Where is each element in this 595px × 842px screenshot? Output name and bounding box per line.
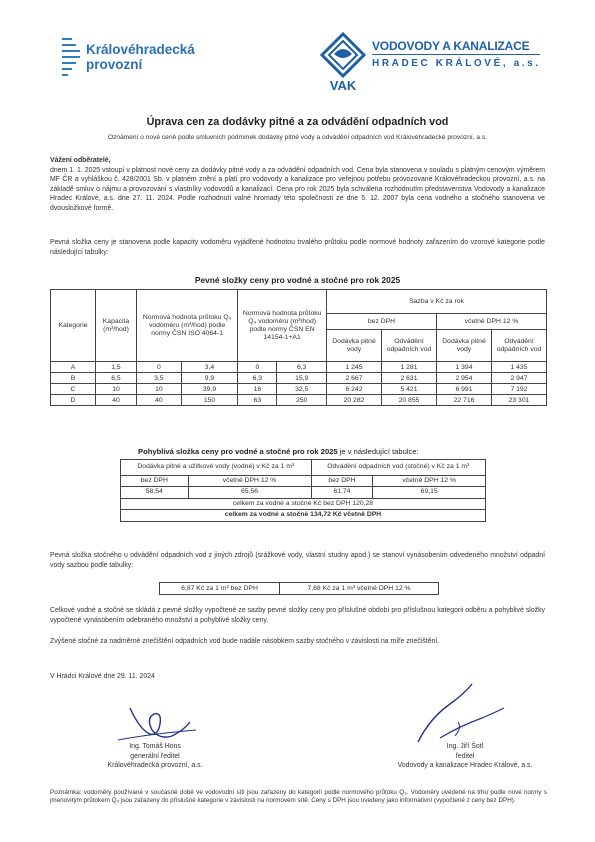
left-signatory-name: Ing. Tomáš Hons [129, 743, 181, 750]
table-cell: 1 281 [382, 362, 437, 373]
paragraph-2-text: Pevná složka ceny je stanovena podle kapacity vodoměru vyjádřené hodnotou trvalého průtoku podle normové hodnoty zařazením do vzorové kategorie podle následující tabulky: [50, 239, 545, 256]
th-odvadeni-bez: Odvádění odpadních vod [382, 330, 437, 362]
left-signatory [80, 742, 230, 771]
logo-left-line1: Královéhradecká [86, 42, 195, 57]
page-title: Úprava cen za dodávky pitné a za odvádění odpadních vod [146, 116, 449, 128]
paragraph-5-text: Zvýšené stočné za nadměrné znečištění odpadních vod bude nadále násobkem sazby stočného v závislosti na míře znečištění. [50, 638, 440, 645]
t2-bez-dph-right: bez DPH [311, 475, 373, 487]
right-signatory-company: Vodovody a kanalizace Hradec Králové, a.s. [397, 762, 533, 769]
table-cell: 10 [96, 384, 137, 395]
th-dodavka-bez: Dodávka pitné vody [327, 330, 382, 362]
table-cell: 6,5 [96, 373, 137, 384]
table-cell: 6,3 [277, 362, 327, 373]
variable-price-table [120, 459, 486, 522]
table-cell: C [51, 384, 96, 395]
table-row [51, 395, 547, 406]
paragraph-3 [50, 551, 545, 570]
table-cell: 6,3 [238, 373, 277, 384]
table-cell: 9,9 [181, 373, 238, 384]
table-cell: 0 [137, 362, 182, 373]
t2-vc-dph-left: včetně DPH 12 % [188, 475, 311, 487]
table-cell: D [51, 395, 96, 406]
t2-value: 58,54 [121, 487, 189, 499]
table-cell: 1 435 [492, 362, 547, 373]
table-cell: 3,5 [137, 373, 182, 384]
th-sazba: Sazba v Kč za rok [327, 290, 547, 314]
th-odvadeni-vc: Odvádění odpadních vod [492, 330, 547, 362]
table-cell: 23 301 [492, 395, 547, 406]
t2-total-vc: celkem za vodné a stočné 134,72 Kč včetně DPH [121, 510, 486, 522]
t2-vc-dph-right: včetně DPH 12 % [373, 475, 486, 487]
logo-left-line2: provozní [86, 57, 143, 72]
table-cell: 1,5 [96, 362, 137, 373]
place-date-text: V Hradci Králové dne 29. 11. 2024 [50, 673, 155, 680]
table-cell: 6 991 [437, 384, 492, 395]
logo-bars-icon [62, 34, 80, 82]
table-cell: 15,9 [277, 373, 327, 384]
t2-total-bez: celkem za vodné a stočné Kč bez DPH 120,28 [121, 498, 486, 510]
th-bez-dph: bez DPH [327, 314, 437, 330]
t2-value: 61,74 [311, 487, 373, 499]
table-cell: 20 282 [327, 395, 382, 406]
vak-underline [372, 54, 540, 55]
table-cell: 150 [181, 395, 238, 406]
table-cell: 2 954 [437, 373, 492, 384]
th-kategorie: Kategorie [51, 290, 96, 362]
table-cell: B [51, 373, 96, 384]
kralovehradecka-provozni-logo [62, 34, 212, 82]
th-dodavka-vc: Dodávka pitné vody [437, 330, 492, 362]
right-signatory-role: ředitel [455, 752, 475, 760]
th-norm-en: Normová hodnota průtoku Q₃ vodoměru (m³/hod) podle normy ČSN EN 14154-1+A1 [238, 290, 327, 362]
table-cell: 7 192 [492, 384, 547, 395]
right-signatory [365, 742, 565, 771]
t3-left: 6,87 Kč za 1 m³ bez DPH [160, 583, 280, 595]
vak-emblem-icon [320, 32, 366, 92]
table2-title [138, 447, 419, 456]
table-cell: 10 [137, 384, 182, 395]
t3-right: 7,68 Kč za 1 m³ včetně DPH 12 % [280, 583, 439, 595]
vak-logo [320, 32, 550, 94]
table2-title-bold: Pohyblivá složka ceny pro vodné a stočné pro rok 2025 [138, 447, 338, 456]
table-cell: 5 421 [382, 384, 437, 395]
right-signatory-name: Ing. Jiří Šotl [446, 743, 484, 750]
table-cell: 2 947 [492, 373, 547, 384]
greeting: Vážení odběratelé, [50, 157, 111, 164]
vak-mark-text: VAK [329, 78, 357, 92]
th-kapacita: Kapacita (m³/hod) [96, 290, 137, 362]
paragraph-5 [50, 637, 545, 647]
table-cell: 22 716 [437, 395, 492, 406]
right-signature-icon [400, 678, 510, 750]
t2-value: 69,15 [373, 487, 486, 499]
t2-head-left: Dodávka pitné a užitkové vody (vodné) v Kč za 1 m³ [121, 460, 312, 476]
paragraph-4 [50, 606, 545, 625]
table-cell: 16 [238, 384, 277, 395]
left-signatory-role: generální ředitel [130, 752, 180, 760]
vak-title: VODOVODY A KANALIZACE [372, 39, 530, 53]
table-cell: 32,5 [277, 384, 327, 395]
paragraph-1: dnem 1. 1. 2025 vstoupí v platnost nové ceny za dodávky pitné vody a za odvádění odpadních vod. Cena byla stanovena v souladu s platným cenovým výměrem MF ČR a vyhláškou č. 428/2001 Sb. v platném znění a platí pro vodovody a kanalizace pro veřejnou potřebu provozované Královéhradeckou provozní, a.s. na základě smluv o nájmu a provozování s vlastníky vodovodů a kanalizací. Cena pro rok 2025 byla schválena rozhodnutím představenstva Vodovody a kanalizace Hradec Králové, a.s. dne 27. 11. 2024. Podle rozhodnutí valné hromady této společnosti ze dne 5. 12. 2007 byla cena vodného a stočného stanovena ve dvousložkové formě. [50, 166, 545, 212]
t2-bez-dph-left: bez DPH [121, 475, 189, 487]
table1-title: Pevné složky ceny pro vodné a stočné pro rok 2025 [194, 275, 401, 285]
table-cell: 20 855 [382, 395, 437, 406]
table-row [51, 362, 547, 373]
table-cell: 0 [238, 362, 277, 373]
page-subtitle: Oznámení o nové ceně podle smluvních podmínek dodávky pitné vody a odvádění odpadních vod Královéhradecké provozní, a.s. [107, 134, 487, 141]
table-cell: 2 667 [327, 373, 382, 384]
paragraph-2 [50, 238, 545, 257]
table2-title-rest: je v následující tabulce: [337, 447, 419, 456]
vak-subtitle: HRADEC KRÁLOVÉ, a.s. [372, 58, 541, 69]
table-cell: A [51, 362, 96, 373]
th-vcetne-dph: včetně DPH 12 % [437, 314, 547, 330]
table-cell: 6 242 [327, 384, 382, 395]
left-signature-icon [110, 700, 200, 742]
table-row [51, 384, 547, 395]
t2-value: 65,56 [188, 487, 311, 499]
left-signatory-company: Královéhradecká provozní, a.s. [107, 762, 203, 769]
table-cell: 2 631 [382, 373, 437, 384]
rain-water-table [159, 582, 439, 595]
footnote: Poznámka: vodoměry používané v současné době ve vodovodní síti jsou zařazeny do kategorií podle normového průtoku Q₃. Vodoměry uvedené na trhu podle nové normy s jmenovitým průtokem Q₃ jsou zařazeny do příslušné kategorie v závislosti na normovém sítě. Ceny s DPH jsou uvedeny jako informativní (vypočtené z ceny bez DPH). [50, 789, 547, 805]
table-cell: 3,4 [181, 362, 238, 373]
table-cell: 1 245 [327, 362, 382, 373]
paragraph-4-text: Celkové vodné a stočné se skládá z pevné složky vypočtené ze sazby pevné složky ceny pro příslušné období pro příslušnou kategorii odběru a pohyblivé složky vypočtené vynásobením odebraného množství a pohyblivé složky ceny. [50, 607, 545, 624]
intro-text [50, 156, 545, 214]
table-cell: 250 [277, 395, 327, 406]
th-norm-iso: Normová hodnota průtoku Q₃ vodoměru (m³/hod) podle normy ČSN ISO 4064-1 [137, 290, 238, 362]
table-row [51, 373, 547, 384]
fixed-price-table [50, 289, 547, 406]
table-cell: 40 [137, 395, 182, 406]
table-cell: 39,9 [181, 384, 238, 395]
table-cell: 1 394 [437, 362, 492, 373]
paragraph-3-text: Pevná složka stočného u odvádění odpadních vod z jiných zdrojů (srážkové vody, vlastní studny apod.) se stanoví vynásobením odvedeného množství odpadní vody sazbou podle tabulky: [50, 552, 545, 569]
table-cell: 40 [96, 395, 137, 406]
t2-head-right: Odvádění odpadních vod (stočné) v Kč za 1 m³ [311, 460, 485, 476]
table-cell: 63 [238, 395, 277, 406]
